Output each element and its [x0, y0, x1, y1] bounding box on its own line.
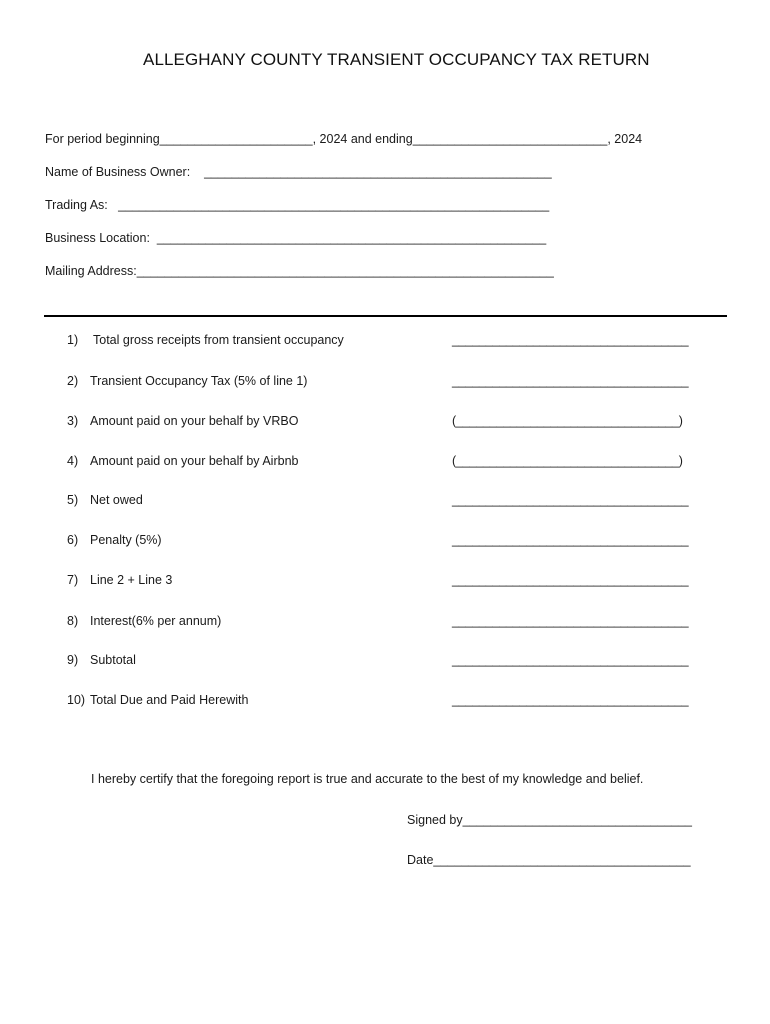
trading-as-field[interactable]: Trading As: ______________________________________________________________ — [45, 198, 550, 212]
line-label: Interest(6% per annum) — [90, 614, 222, 628]
line-number: 2) — [67, 374, 79, 388]
business-owner-field[interactable]: Name of Business Owner: __________________________________________________ — [45, 165, 552, 179]
line-number: 1) — [67, 333, 79, 347]
line-amount-field[interactable]: ___________________________________ — [452, 693, 689, 707]
line-amount-field[interactable]: ___________________________________ — [452, 374, 689, 388]
certification-statement: I hereby certify that the foregoing report is true and accurate to the best of my knowledge and belief. — [91, 772, 644, 786]
date-field[interactable]: Date_____________________________________ — [407, 853, 691, 867]
signed-by-field[interactable]: Signed by_________________________________ — [407, 813, 693, 827]
section-divider — [44, 315, 727, 317]
line-number: 8) — [67, 614, 79, 628]
line-number: 3) — [67, 414, 79, 428]
line-label: Amount paid on your behalf by VRBO — [90, 414, 299, 428]
period-field[interactable]: For period beginning______________________, 2024 and ending____________________________, 2024 — [45, 132, 643, 146]
line-amount-field[interactable]: ___________________________________ — [452, 533, 689, 547]
line-amount-field[interactable]: ___________________________________ — [452, 653, 689, 667]
line-amount-field[interactable]: ___________________________________ — [452, 573, 689, 587]
line-amount-field[interactable]: (_________________________________) — [452, 414, 683, 428]
mailing-address-field[interactable]: Mailing Address:____________________________________________________________ — [45, 264, 554, 278]
line-label: Total gross receipts from transient occupancy — [93, 333, 344, 347]
line-amount-field[interactable]: ___________________________________ — [452, 614, 689, 628]
line-amount-field[interactable]: ___________________________________ — [452, 333, 689, 347]
line-number: 6) — [67, 533, 79, 547]
line-number: 4) — [67, 454, 79, 468]
page-title: ALLEGHANY COUNTY TRANSIENT OCCUPANCY TAX RETURN — [143, 50, 650, 69]
line-number: 7) — [67, 573, 79, 587]
line-label: Total Due and Paid Herewith — [90, 693, 249, 707]
line-label: Net owed — [90, 493, 143, 507]
line-amount-field[interactable]: ___________________________________ — [452, 493, 689, 507]
business-location-field[interactable]: Business Location: ________________________________________________________ — [45, 231, 547, 245]
line-number: 9) — [67, 653, 79, 667]
line-amount-field[interactable]: (_________________________________) — [452, 454, 683, 468]
line-number: 5) — [67, 493, 79, 507]
line-label: Line 2 + Line 3 — [90, 573, 173, 587]
line-label: Amount paid on your behalf by Airbnb — [90, 454, 299, 468]
line-label: Transient Occupancy Tax (5% of line 1) — [90, 374, 308, 388]
line-label: Subtotal — [90, 653, 136, 667]
line-label: Penalty (5%) — [90, 533, 162, 547]
line-number: 10) — [67, 693, 86, 707]
